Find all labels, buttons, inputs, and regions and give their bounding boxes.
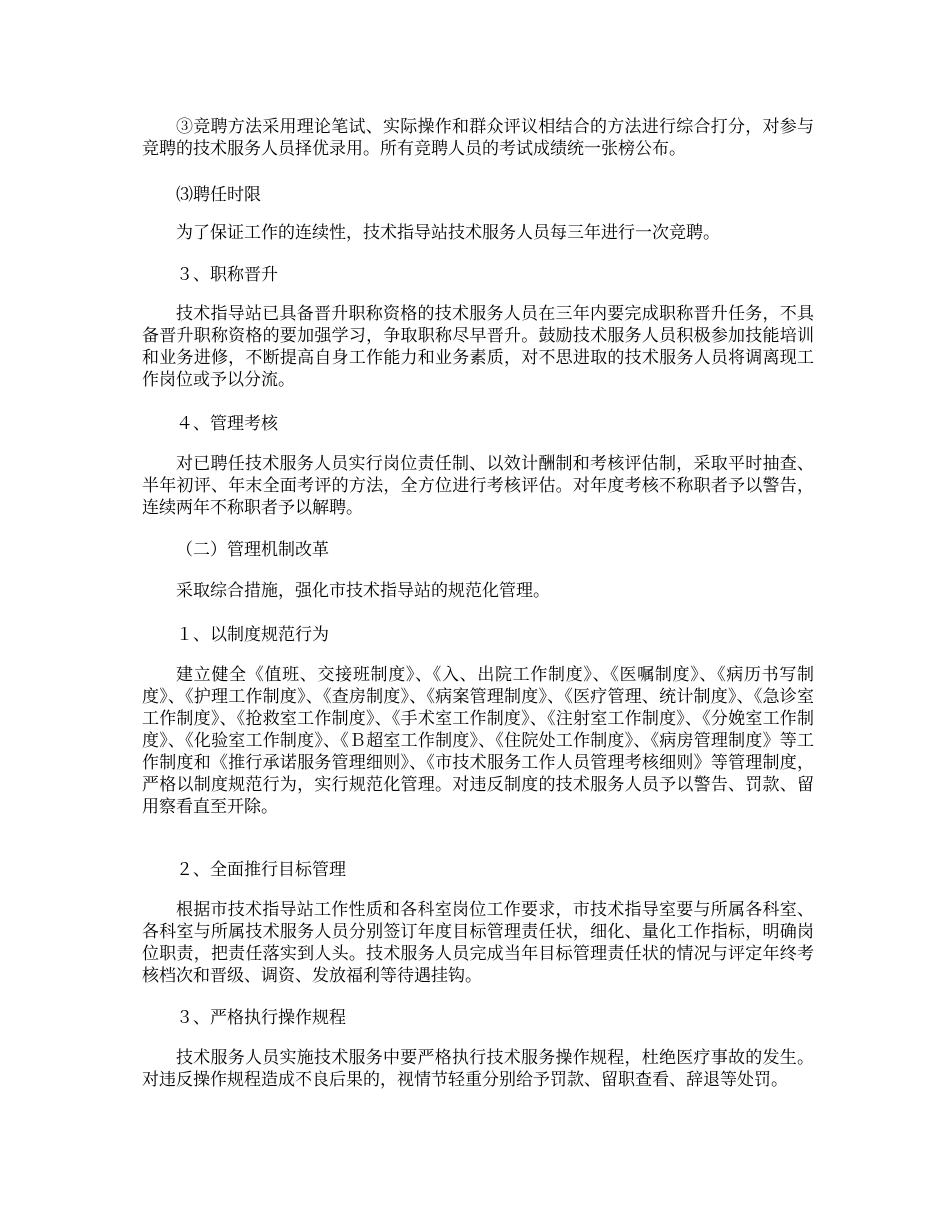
paragraph-management-assessment: 对已聘任技术服务人员实行岗位责任制、以效计酬制和考核评估制，采取平时抽查、半年初评、年末全面考评的方法，全方位进行考核评估。对年度考核不称职者予以警告，连续两年不称职者予以解聘。 <box>142 454 814 518</box>
paragraph-target-management: 根据市技术指导站工作性质和各科室岗位工作要求，市技术指导室要与所属各科室、各科室与所属技术服务人员分别签订年度目标管理责任状，细化、量化工作指标，明确岗位职责，把责任落实到人头。技术服务人员完成当年目标管理责任状的情况与评定年终考核档次和晋级、调资、发放福利等待遇挂钩。 <box>142 900 814 986</box>
heading-target-management: ２、全面推行目标管理 <box>176 860 346 880</box>
heading-title-promotion: ３、职称晋升 <box>176 265 278 285</box>
paragraph-comprehensive-measures: 采取综合措施，强化市技术指导站的规范化管理。 <box>176 581 550 601</box>
heading-operating-rules: ３、严格执行操作规程 <box>176 1008 346 1028</box>
heading-management-assessment: ４、管理考核 <box>176 414 278 434</box>
paragraph-operating-rules: 技术服务人员实施技术服务中要严格执行技术服务操作规程，杜绝医疗事故的发生。对违反操作规程造成不良后果的，视情节轻重分别给予罚款、留职查看、辞退等处罚。 <box>142 1048 814 1090</box>
heading-appointment-term: ⑶聘任时限 <box>176 185 261 205</box>
paragraph-competition-method: ③竞聘方法采用理论笔试、实际操作和群众评议相结合的方法进行综合打分，对参与竞聘的技术服务人员择优录用。所有竞聘人员的考试成绩统一张榜公布。 <box>142 117 814 159</box>
paragraph-rules-list: 建立健全《值班、交接班制度》、《入、出院工作制度》、《医嘱制度》、《病历书写制度》、《护理工作制度》、《查房制度》、《病案管理制度》、《医疗管理、统计制度》、《急诊室工作制度》、《抢救室工作制度》、《手术室工作制度》、《注射室工作制度》、《分娩室工作制度》、《化验室工作制度》、《Ｂ超室工作制度》、《住院处工作制度》、《病房管理制度》等工作制度和《推行承诺服务管理细则》、《市技术服务工作人员管理考核细则》等管理制度，严格以制度规范行为，实行规范化管理。对违反制度的技术服务人员予以警告、罚款、留用察看直至开除。 <box>142 665 814 817</box>
heading-mechanism-reform: （二）管理机制改革 <box>176 540 329 560</box>
paragraph-title-promotion: 技术指导站已具备晋升职称资格的技术服务人员在三年内要完成职称晋升任务，不具备晋升职称资格的要加强学习，争取职称尽早晋升。鼓励技术服务人员积极参加技能培训和业务进修，不断提高自身工作能力和业务素质，对不思进取的技术服务人员将调离现工作岗位或予以分流。 <box>142 304 814 390</box>
heading-rules-standardize: １、以制度规范行为 <box>176 625 329 645</box>
paragraph-continuity: 为了保证工作的连续性，技术指导站技术服务人员每三年进行一次竞聘。 <box>176 223 720 243</box>
